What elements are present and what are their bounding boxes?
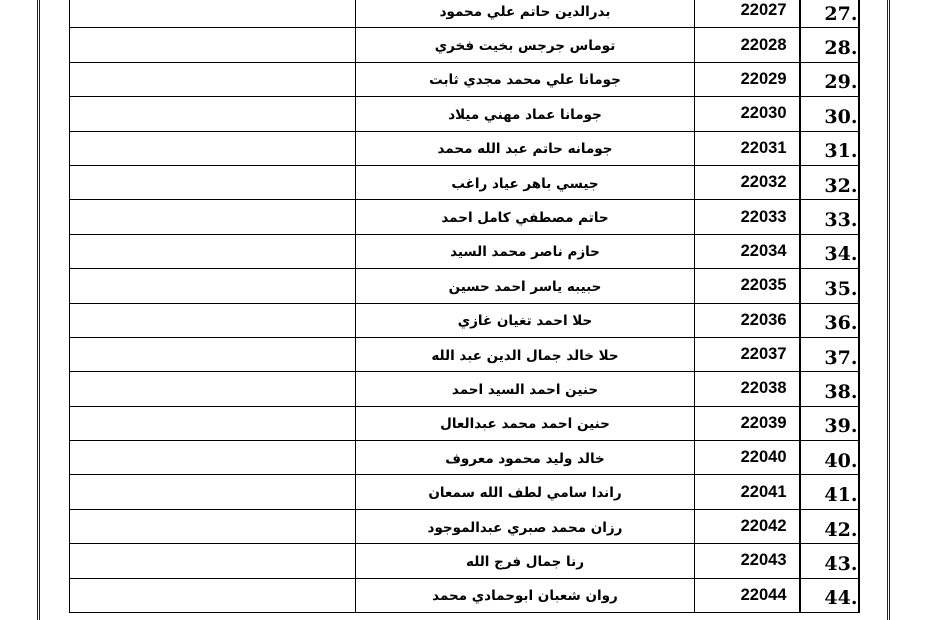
student-name: بدرالدين حاتم علي محمود [356,0,695,28]
row-index: .42 [800,509,859,543]
table-row [70,509,859,543]
table-row [70,234,859,268]
student-code: 22032 [695,165,800,199]
row-index: .34 [800,234,859,268]
student-name: جومانا علي محمد مجدي ثابت [356,62,695,96]
blank-cell [70,97,356,131]
table-row [70,578,859,612]
student-name: حنين احمد السيد احمد [356,372,695,406]
student-name: جومانه حاتم عبد الله محمد [356,131,695,165]
roster-table-body [70,0,859,613]
table-row [70,441,859,475]
student-name: روان شعبان ابوحمادي محمد [356,578,695,612]
roster-table-container [69,0,858,613]
row-index: .44 [800,578,859,612]
row-index: .31 [800,131,859,165]
blank-cell [70,0,356,28]
row-index: .32 [800,165,859,199]
student-name: رزان محمد صبري عبدالموجود [356,509,695,543]
student-name: حنين احمد محمد عبدالعال [356,406,695,440]
blank-cell [70,441,356,475]
blank-cell [70,165,356,199]
row-index: .30 [800,97,859,131]
student-name: خالد وليد محمود معروف [356,441,695,475]
student-name: رنا جمال فرج الله [356,544,695,578]
student-code: 22027 [695,0,800,28]
row-index: .43 [800,544,859,578]
row-index: .39 [800,406,859,440]
roster-table [69,0,860,613]
blank-cell [70,578,356,612]
blank-cell [70,544,356,578]
table-row [70,62,859,96]
table-row [70,544,859,578]
blank-cell [70,200,356,234]
student-code: 22034 [695,234,800,268]
student-code: 22037 [695,337,800,371]
table-row [70,0,859,28]
student-name: حبيبه ياسر احمد حسين [356,269,695,303]
table-row [70,97,859,131]
blank-cell [70,234,356,268]
student-code: 22033 [695,200,800,234]
row-index: .40 [800,441,859,475]
blank-cell [70,509,356,543]
student-name: جيسي باهر عياد راغب [356,165,695,199]
student-name: جومانا عماد مهني ميلاد [356,97,695,131]
page-border-left [37,0,40,620]
student-code: 22039 [695,406,800,440]
row-index: .29 [800,62,859,96]
blank-cell [70,303,356,337]
student-code: 22029 [695,62,800,96]
table-row [70,131,859,165]
row-index: .35 [800,269,859,303]
student-code: 22042 [695,509,800,543]
row-index: .28 [800,28,859,62]
table-row [70,200,859,234]
table-row [70,303,859,337]
student-code: 22035 [695,269,800,303]
student-name: حازم ناصر محمد السيد [356,234,695,268]
student-code: 22044 [695,578,800,612]
blank-cell [70,269,356,303]
blank-cell [70,131,356,165]
table-row [70,165,859,199]
student-code: 22036 [695,303,800,337]
student-code: 22043 [695,544,800,578]
row-index: .36 [800,303,859,337]
student-name: حاتم مصطفي كامل احمد [356,200,695,234]
student-name: توماس جرجس بخيت فخري [356,28,695,62]
table-row [70,406,859,440]
table-row [70,337,859,371]
table-row [70,269,859,303]
blank-cell [70,406,356,440]
row-index: .41 [800,475,859,509]
row-index: .27 [800,0,859,28]
student-code: 22038 [695,372,800,406]
table-row [70,475,859,509]
student-code: 22041 [695,475,800,509]
blank-cell [70,372,356,406]
student-code: 22031 [695,131,800,165]
student-code: 22040 [695,441,800,475]
row-index: .37 [800,337,859,371]
blank-cell [70,475,356,509]
blank-cell [70,62,356,96]
blank-cell [70,337,356,371]
row-index: .33 [800,200,859,234]
student-code: 22028 [695,28,800,62]
row-index: .38 [800,372,859,406]
page-border-right [887,0,890,620]
blank-cell [70,28,356,62]
student-code: 22030 [695,97,800,131]
table-row [70,28,859,62]
student-name: راندا سامي لطف الله سمعان [356,475,695,509]
table-row [70,372,859,406]
student-name: حلا احمد تغيان غازي [356,303,695,337]
student-name: حلا خالد جمال الدين عبد الله [356,337,695,371]
